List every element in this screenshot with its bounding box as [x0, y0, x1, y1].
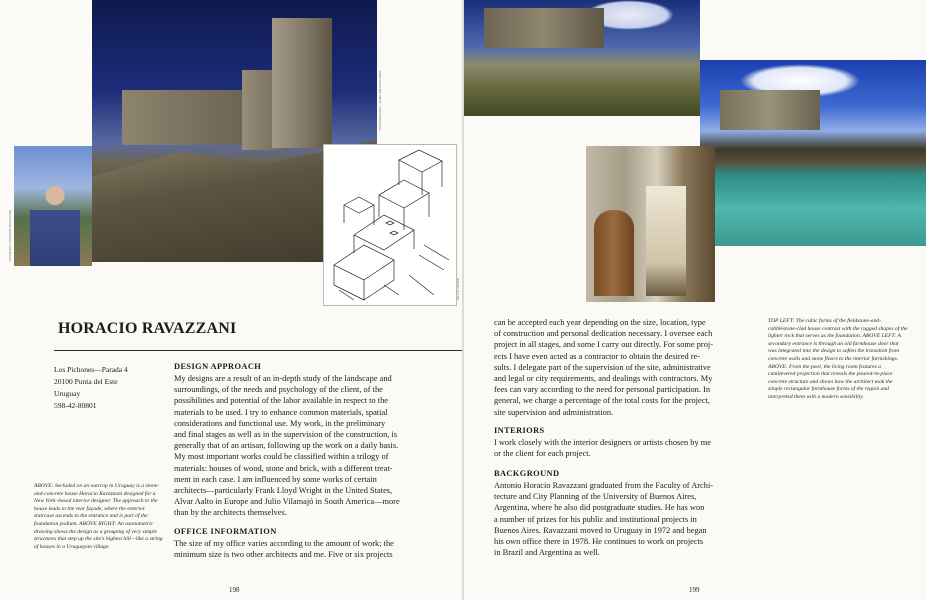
- left-photo-caption: ABOVE: Secluded on an outcrop in Uruguay is a stone-and-concrete house Horacio Ravazzani designed for a New York–based interior designer. The approach to the house leads to the rear façade, where the exterior staircase ascends to the entrance and is part of the foundation podium. ABOVE RIGHT: An axonometric drawing shows the design as a grouping of very simple structures that step up the site's highest hill—like a string of houses in a Uruguayan village.: [34, 483, 163, 550]
- text-line: site supervision and administration.: [494, 407, 614, 417]
- text-line: and legal or city requirements, and dealings with contractors. My: [494, 374, 713, 384]
- text-line: his own office there in 1978. He continues to work on projects: [494, 537, 704, 547]
- text-line: My most important works could be classified within a trilogy of: [174, 452, 389, 462]
- text-line: than by the architects themselves.: [174, 508, 287, 518]
- text-line: My designs are a result of an in-depth study of the landscape and: [174, 374, 392, 383]
- text-line: Antonio Horacio Ravazzani graduated from the Faculty of Archi-: [494, 481, 714, 490]
- design-approach-heading: DESIGN APPROACH: [174, 362, 262, 371]
- house-wing-shape: [122, 90, 252, 145]
- phone-number: 598-42-80801: [54, 401, 97, 410]
- text-line: architects—particularly Frank Lloyd Wright in the United States,: [174, 486, 393, 496]
- text-line: of construction and personal dedication necessary. I oversee each: [494, 329, 713, 339]
- text-line: fees can vary according to the need for personal participation. In: [494, 385, 711, 395]
- right-photo-caption: TOP LEFT: The cubic forms of the fieldstone-and-cobblestone-clad house contrast with the rugged shapes of the lighter rock that serves as the foundation. ABOVE LEFT: A secondary entrance is through an old farmhouse door that was integrated into the design to soften the transition from concrete walls and stone floors to the interior furnishings. ABOVE: From the pool, the living room features a cantilevered projection that reveals the poured-in-place concrete structure and shows how the architect took the simple rectangular farmhouse forms of the region and interpreted them with a modern sensibility.: [768, 318, 908, 400]
- text-line: possibilities and potential of the labor available in respect to the: [174, 396, 388, 406]
- architect-portrait-photo: [14, 146, 92, 266]
- house-shape: [720, 90, 820, 130]
- text-line: in Brazil and Argentina as well.: [494, 548, 600, 558]
- pool-view-photo: [700, 60, 926, 246]
- background-heading: BACKGROUND: [494, 469, 560, 478]
- design-approach-text: [174, 373, 460, 519]
- architect-address: [54, 364, 128, 412]
- text-line: minimum size is two other architects and me. Five or six projects: [174, 550, 393, 560]
- axonometric-drawing: [323, 144, 457, 306]
- text-line: Argentina, where he also did postgraduate studies. He has won: [494, 503, 705, 513]
- photo-credit-drawing: MATTE ARDEN: [456, 277, 460, 300]
- wooden-door-shape: [594, 210, 634, 296]
- text-line: I work closely with the interior designers or artists chosen by me: [494, 438, 712, 447]
- office-information-heading: OFFICE INFORMATION: [174, 527, 277, 536]
- background-text: [494, 480, 756, 558]
- text-line: Alvar Aalto in Europe and Julio Vilamajó in South America—more: [174, 497, 400, 507]
- address-line: Uruguay: [54, 389, 81, 398]
- office-information-continued-text: [494, 317, 756, 418]
- office-information-text: [174, 538, 460, 560]
- left-page-number: 198: [229, 586, 240, 594]
- text-line: tecture and City Planning of the University of Buenos Aires,: [494, 492, 697, 502]
- photo-credit-top: PHOTOGRAPHY: JAIME ARDILES-ARCE: [378, 70, 382, 130]
- house-on-hill-photo: [464, 0, 700, 116]
- text-line: generally that of an artisan, following up the work on a daily basis.: [174, 441, 399, 451]
- farmhouse-door-interior-photo: [586, 146, 715, 302]
- architect-name-heading: HORACIO RAVAZZANI: [58, 320, 237, 337]
- house-tower-shape: [272, 18, 332, 148]
- text-line: surroundings, of the needs and psychology of the client, of the: [174, 385, 383, 395]
- text-line: general, we charge a percentage of the total costs for the project,: [494, 396, 710, 406]
- text-line: and final stages as well as in the supervision of the construction, is: [174, 430, 398, 440]
- text-line: can be accepted each year depending on the size, location, type: [494, 318, 706, 327]
- text-line: ects I have even acted as a contractor to obtain the desired re-: [494, 351, 701, 361]
- text-line: ment in each case. I am influenced by some works of certain: [174, 474, 377, 484]
- axonometric-drawing-lines: [324, 145, 456, 305]
- heading-rule: [54, 350, 462, 351]
- photo-credit-portrait: COURTESY HORACIO RAVAZZANI: [8, 209, 12, 261]
- text-line: or the client for each project.: [494, 449, 591, 459]
- address-line: Los Pichones—Parada 4: [54, 365, 128, 374]
- text-line: materials: houses of wood, stone and brick, with a different treat-: [174, 463, 393, 473]
- text-line: The size of my office varies according to the amount of work; the: [174, 539, 394, 548]
- text-line: Buenos Aires. Ravazzani moved to Uruguay in 1972 and began: [494, 525, 707, 535]
- address-line: 20100 Punta del Este: [54, 377, 118, 386]
- text-line: sults. I delegate part of the supervision of the site, administrative: [494, 362, 711, 372]
- text-line: materials to be used. I try to enhance common materials, spatial: [174, 407, 388, 417]
- text-line: considerations and functional use. My work, in the preliminary: [174, 418, 386, 428]
- right-page-number: 199: [689, 586, 700, 594]
- interiors-heading: INTERIORS: [494, 426, 545, 435]
- house-shape: [484, 8, 604, 48]
- stair-passage-shape: [646, 186, 686, 296]
- text-line: project in all stages, and some I carry out directly. For some proj-: [494, 340, 714, 350]
- person-figure: [30, 186, 80, 266]
- interiors-text: [494, 437, 756, 459]
- text-line: a number of prizes for his public and institutional projects in: [494, 514, 697, 524]
